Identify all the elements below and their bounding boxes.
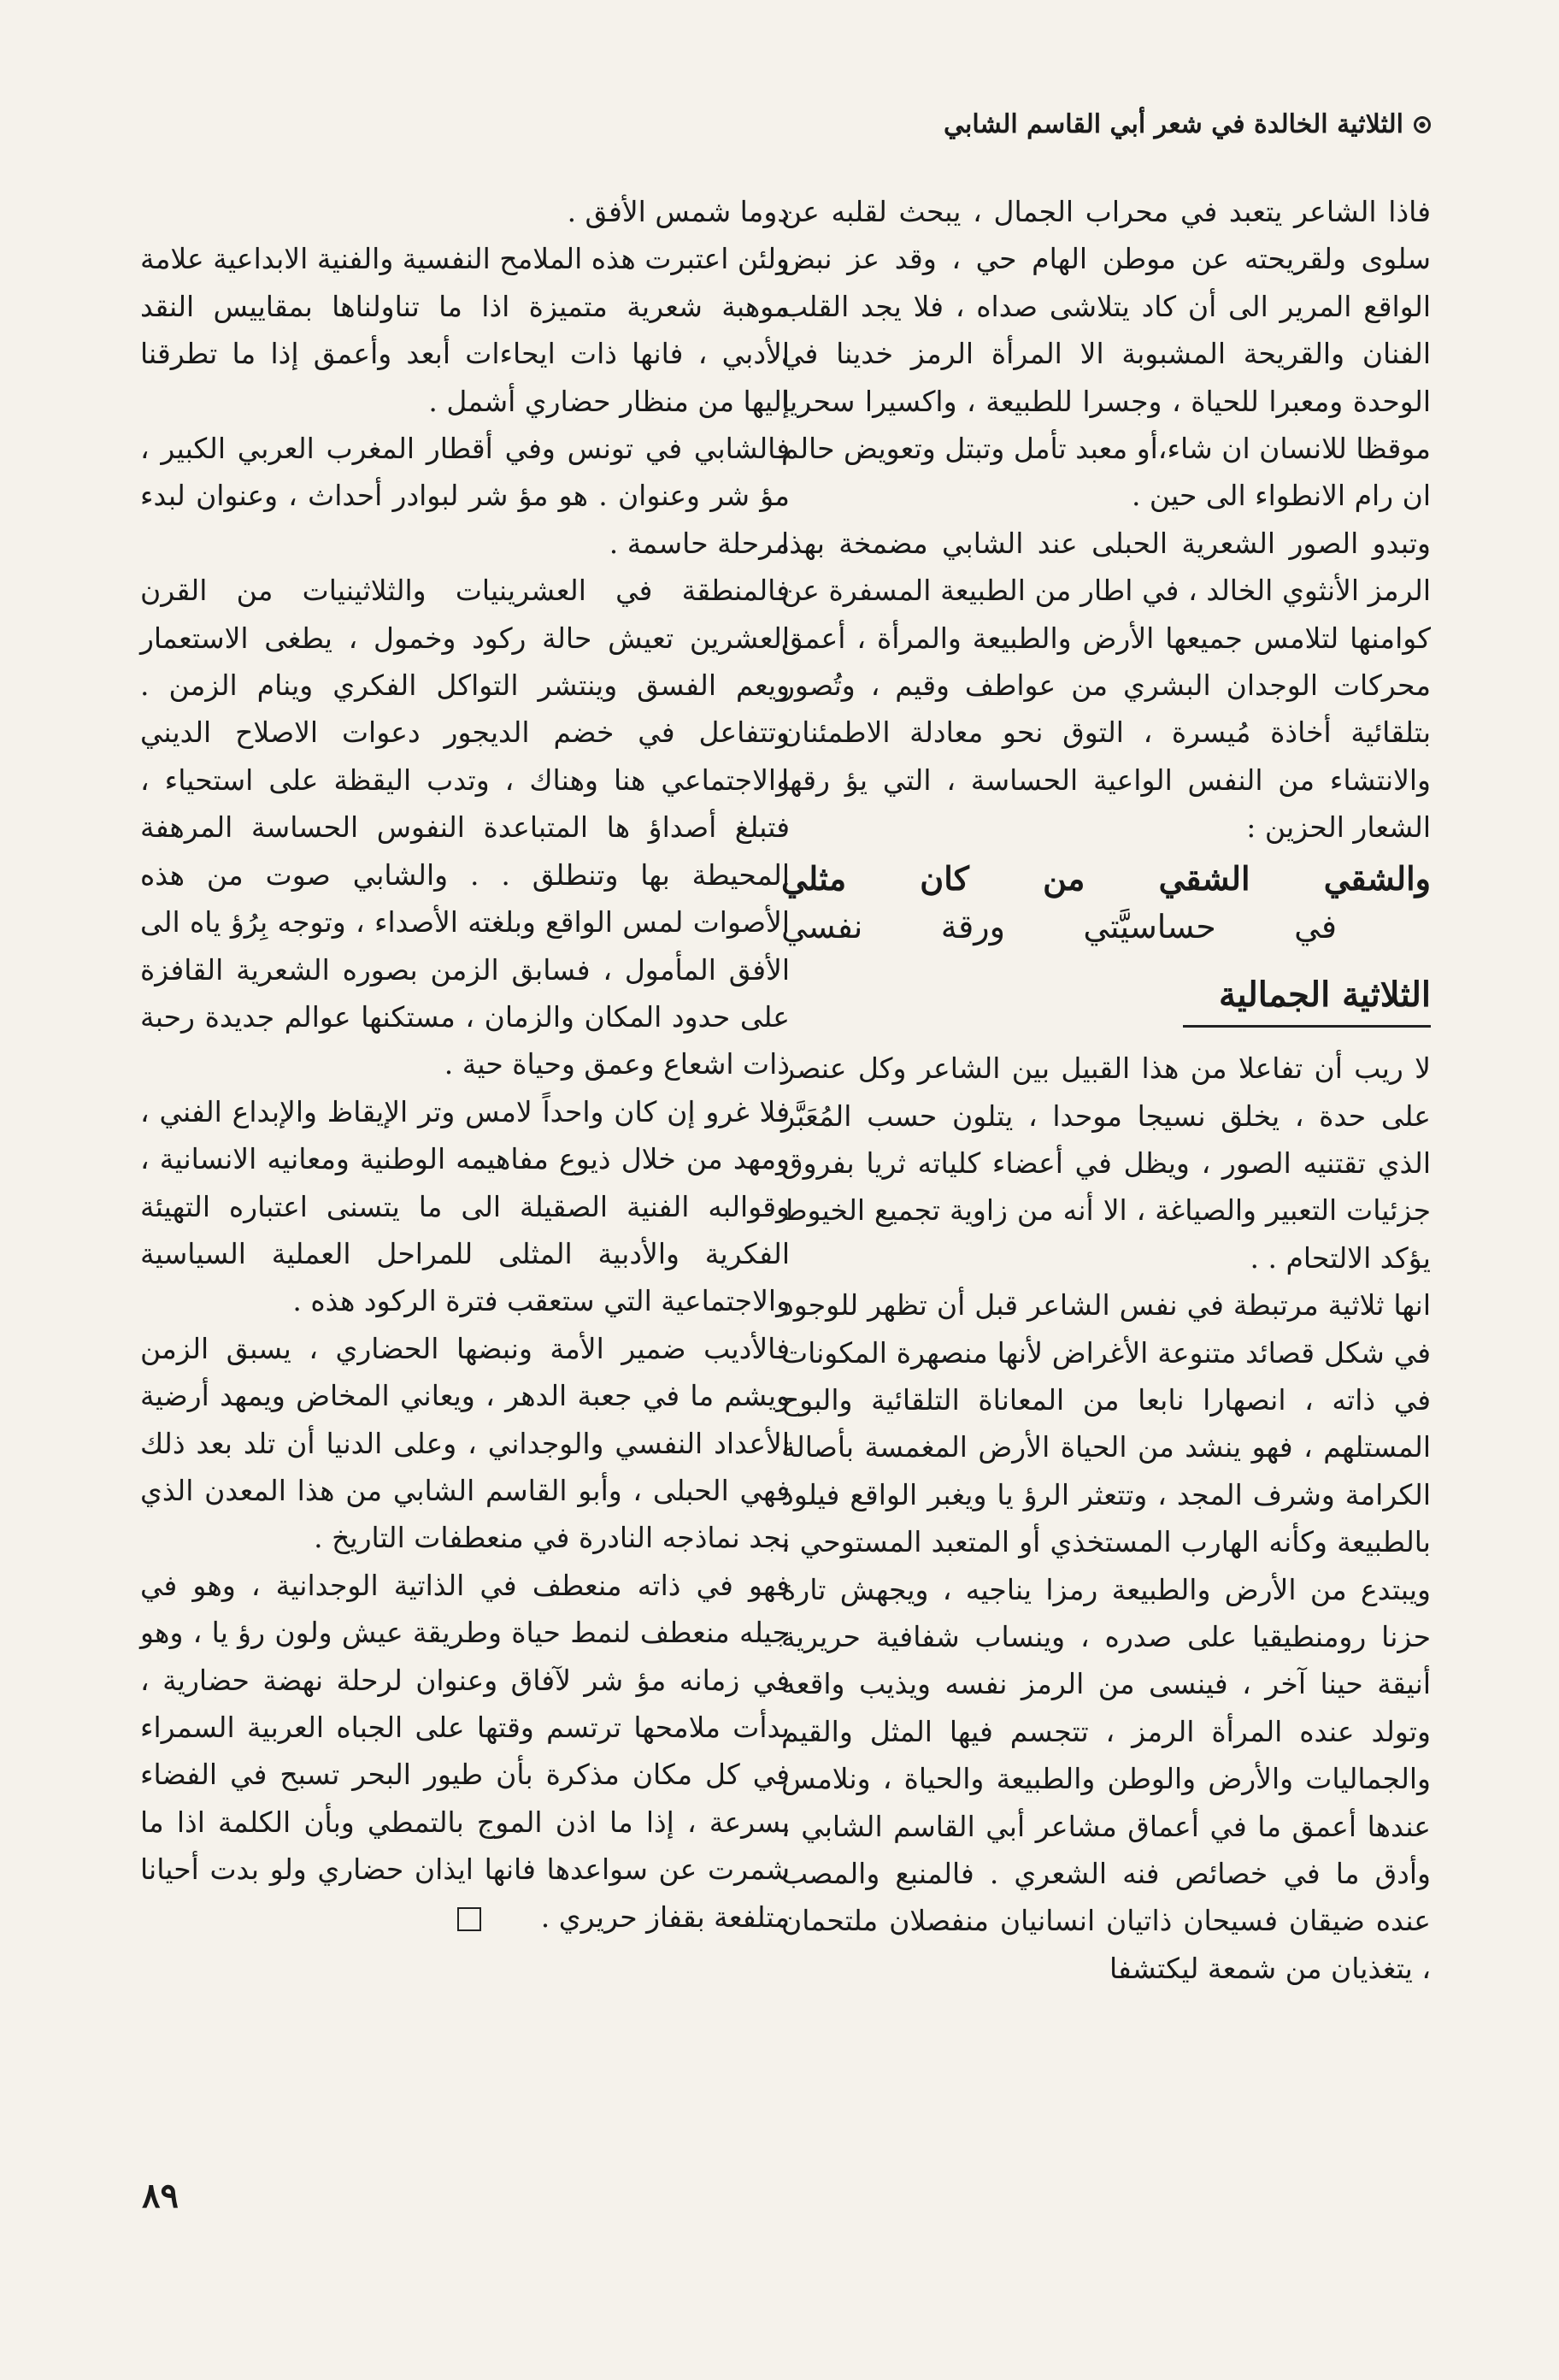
paragraph: انها ثلاثية مرتبطة في نفس الشاعر قبل أن تظهر للوجود في شكل قصائد متنوعة الأغراض لأنها منصهرة المكونات في ذاته ، انصهارا نابعا من المعاناة التلقائية والبوح المستلهم ، فهو ينشد من الحياة الأرض المغمسة بأصالة الكرامة وشرف المجد ، وتتعثر الرؤ يا ويغبر الواقع فيلوذ بالطبيعة وكأنه الهارب المستخذي أو المتعبد المستوحي ، ويبتدع من الأرض والطبيعة رمزا يناجيه ، ويجهش تارة حزنا رومنطيقيا على صدره ، وينساب شفافية حريرية أنيقة حينا آخر ، فينسى من الرمز نفسه ويذيب واقعه وتولد عنده المرأة الرمز ، تتجسم فيها المثل والقيم والجماليات والأرض والوطن والطبيعة والحياة ، ونلامس عندها أعمق ما في أعماق مشاعر أبي القاسم الشابي ، وأدق ما في خصائص فنه الشعري . فالمنبع والمصب عنده ضيقان فسيحان ذاتيان انسانيان منفصلان ملتحمان ، يتغذيان من شمعة ليكتشفا xyxy=(781,1288,1431,1985)
verse-line: والشقي الشقي من كان مثلي xyxy=(781,858,1431,898)
paragraph: دوما شمس الأفق . xyxy=(567,195,790,228)
verse-line: في حساسيَّتي ورقة نفسي xyxy=(781,907,1337,946)
page-number: ٨٩ xyxy=(142,2176,179,2216)
paragraph: فاذا الشاعر يتعبد في محراب الجمال ، يبحث لقلبه عن سلوى ولقريحته عن موطن الهام حي ، وقد عز نبض الواقع المرير الى أن كاد يتلاشى صداه ، فلا يجد القلب الفنان والقريحة المشبوبة الا المرأة الرمز خدينا في الوحدة ومعبرا للحياة ، وجسرا للطبيعة ، واكسيرا سحريا موقظا للانسان ان شاء،أو معبد تأمل وتبتل وتعويض حالم ان رام الانطواء الى حين . xyxy=(781,195,1431,513)
paragraph: فالأديب ضمير الأمة ونبضها الحضاري ، يسبق الزمن ويشم ما في جعبة الدهر ، ويعاني المخاض ويمهد أرضية الأعداد النفسي والوجداني ، وعلى الدنيا أن تلد بعد ذلك فهي الحبلى ، وأبو القاسم الشابي من هذا المعدن الذي نجد نماذجه النادرة في منعطفات التاريخ . xyxy=(140,1331,790,1555)
paragraph-text: فهو في ذاته منعطف في الذاتية الوجدانية ، وهو في جيله منعطف لنمط حياة وطريقة عيش ولون رؤ يا ، وهو في زمانه مؤ شر لآفاق وعنوان لرحلة نهضة حضارية ، بدأت ملامحها ترتسم وقتها على الجباه العربية السمراء في كل مكان مذكرة بأن طيور البحر تسبح في الفضاء بسرعة ، إذا ما اذن الموج بالتمطي وبأن الكلمة اذا ما شمرت عن سواعدها فانها ايذان حضاري ولو بدت أحيانا متلفعة بقفاز حريري . xyxy=(140,1568,790,1934)
running-title: الثلاثية الخالدة في شعر أبي القاسم الشابي xyxy=(944,109,1403,139)
paragraph: لا ريب أن تفاعلا من هذا القبيل بين الشاعر وكل عنصر على حدة ، يخلق نسيجا موحدا ، يتلون حسب المُعَبَّر الذي تقتنيه الصور ، ويظل في أعضاء كلياته ثريا بفروق جزئيات التعبير والصياغة ، الا أنه من زاوية تجميع الخيوط يؤكد الالتحام . . xyxy=(781,1052,1431,1275)
paragraph: فالشابي في تونس وفي أقطار المغرب العربي الكبير ، مؤ شر وعنوان . هو مؤ شر لبوادر أحداث ، وعنوان لبدء مرحلة حاسمة . xyxy=(140,432,790,560)
paragraph: فالمنطقة في العشرينيات والثلاثينيات من القرن العشرين تعيش حالة ركود وخمول ، يطغى الاستعمار ويعم الفسق وينتشر التواكل الفكري وينام الزمن . وتتفاعل في خضم الديجور دعوات الاصلاح الديني والاجتماعي هنا وهناك ، وتدب اليقظة على استحياء ، فتبلغ أصداؤ ها المتباعدة النفوس الحساسة المرهفة المحيطة بها وتنطلق . . والشابي صوت من هذه الأصوات لمس الواقع وبلغته الأصداء ، وتوجه بِرُؤ ياه الى الأفق المأمول ، فسابق الزمن بصوره الشعرية القافزة على حدود المكان والزمان ، مستكنها عوالم جديدة رحبة ذات اشعاع وعمق وحياة حية . xyxy=(140,574,790,1081)
circle-bullet-icon xyxy=(1414,116,1431,133)
square-end-mark-icon xyxy=(457,1907,481,1931)
section-heading: الثلاثية الجمالية xyxy=(1183,971,1431,1028)
left-column xyxy=(140,188,790,1941)
right-column xyxy=(781,188,1431,1992)
poem-verse xyxy=(781,855,1431,951)
paragraph: ولئن اعتبرت هذه الملامح النفسية والفنية الابداعية علامة موهبة شعرية متميزة اذا ما تناولناها بمقاييس النقد الأدبي ، فانها ذات ايحاءات أبعد وأعمق إذا ما تطرقنا إليها من منظار حضاري أشمل . xyxy=(140,242,790,418)
paragraph: فلا غرو إن كان واحداً لامس وتر الإيقاظ والإبداع الفني ، ومهد من خلال ذيوع مفاهيمه الوطنية ومعانيه الانسانية ، وقوالبه الفنية الصقيلة الى ما يتسنى اعتباره التهيئة الفكرية والأدبية المثلى للمراحل العملية السياسية والاجتماعية التي ستعقب فترة الركود هذه . xyxy=(140,1094,790,1318)
paragraph-with-end-mark xyxy=(140,1562,790,1941)
running-head xyxy=(944,109,1431,139)
paragraph: وتبدو الصور الشعرية الحبلى عند الشابي مضمخة بهذا الرمز الأنثوي الخالد ، في اطار من الطبيعة المسفرة عن كوامنها لتلامس جميعها الأرض والطبيعة والمرأة ، أعمق محركات الوجدان البشري من عواطف وقيم ، وتُصور بتلقائية أخاذة مُيسرة ، التوق نحو معادلة الاطمئنان والانتشاء من النفس الواعية الحساسة ، التي يؤ رقها الشعار الحزين : xyxy=(781,526,1431,845)
